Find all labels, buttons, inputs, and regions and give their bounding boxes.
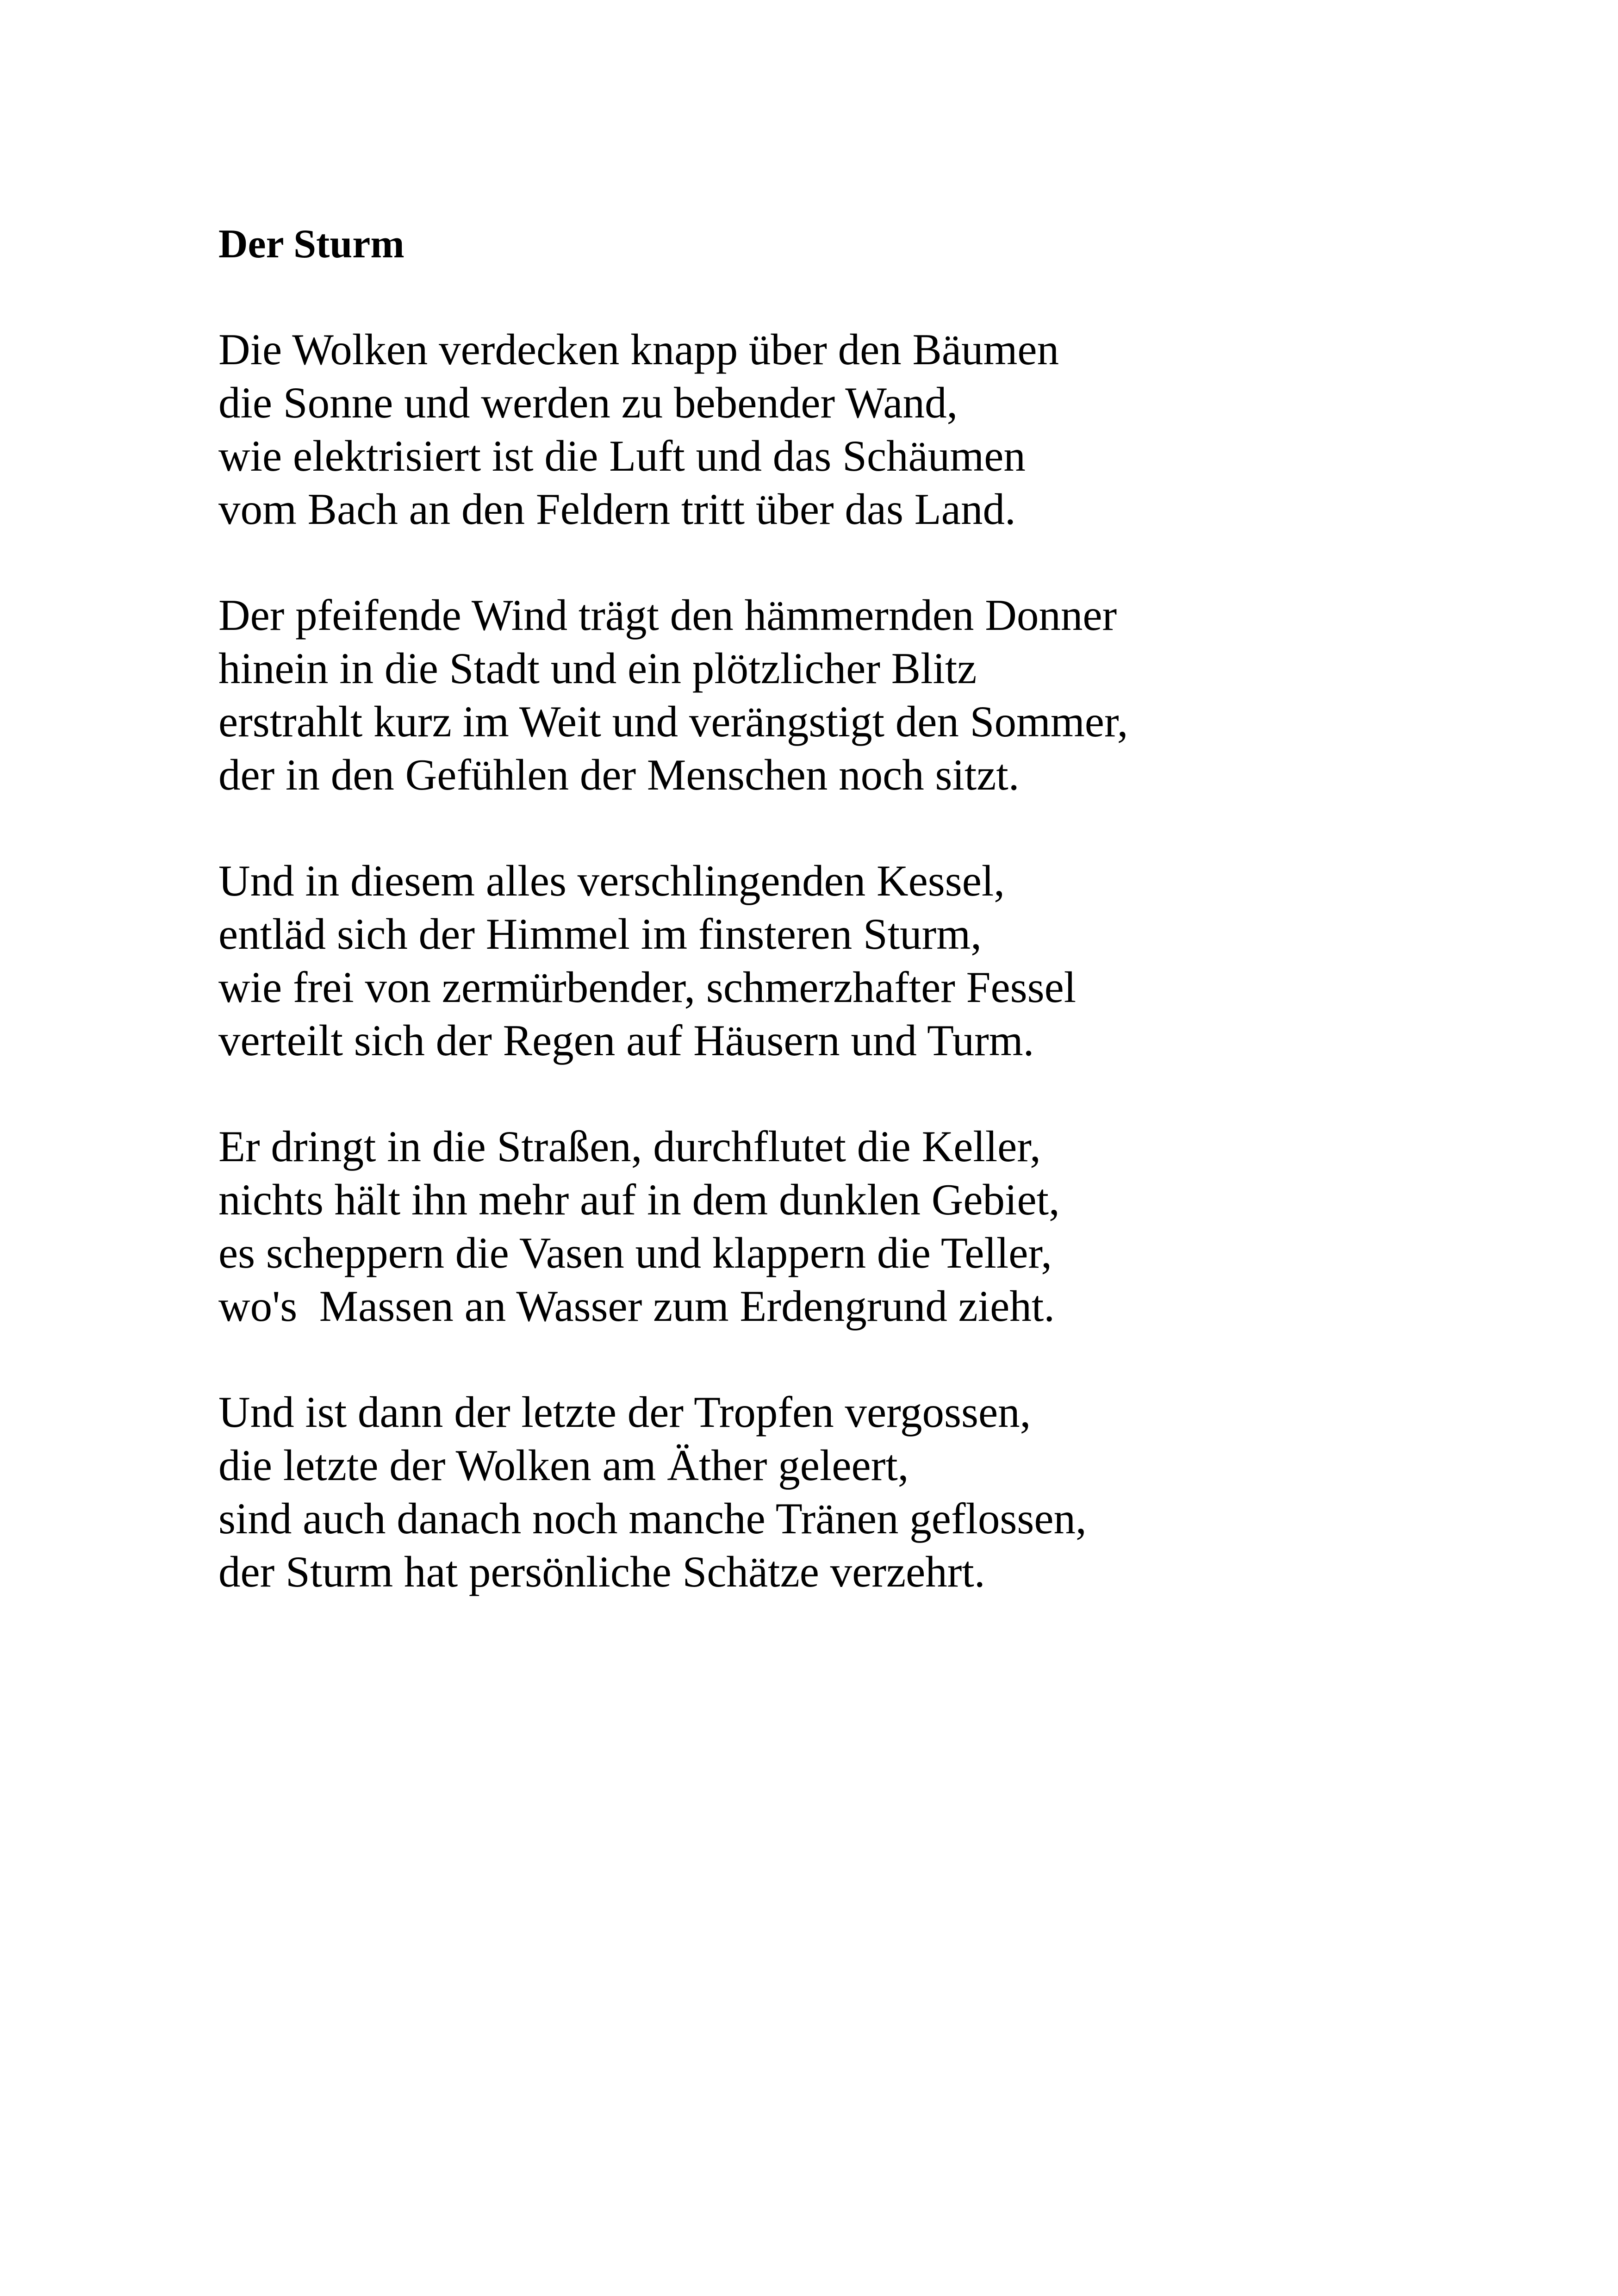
stanza-3	[218, 854, 1468, 1067]
stanza-5	[218, 1386, 1468, 1599]
poem-line: wie frei von zermürbender, schmerzhafter Fessel	[218, 963, 1077, 1012]
poem-line: der Sturm hat persönliche Schätze verzehrt.	[218, 1547, 985, 1596]
poem-line: sind auch danach noch manche Tränen geflossen,	[218, 1494, 1087, 1543]
poem-line: die letzte der Wolken am Äther geleert,	[218, 1441, 909, 1490]
poem-page	[218, 218, 1468, 1651]
poem-line: Und in diesem alles verschlingenden Kessel,	[218, 856, 1005, 905]
poem-line: vom Bach an den Feldern tritt über das Land.	[218, 485, 1016, 534]
poem-line: es scheppern die Vasen und klappern die Teller,	[218, 1228, 1052, 1277]
stanza-1	[218, 323, 1468, 536]
poem-line: hinein in die Stadt und ein plötzlicher Blitz	[218, 644, 977, 693]
poem-line: Und ist dann der letzte der Tropfen vergossen,	[218, 1388, 1031, 1437]
stanza-2	[218, 589, 1468, 802]
poem-line: Die Wolken verdecken knapp über den Bäumen	[218, 325, 1059, 374]
poem-line: nichts hält ihn mehr auf in dem dunklen Gebiet,	[218, 1175, 1060, 1224]
poem-line: erstrahlt kurz im Weit und verängstigt den Sommer,	[218, 697, 1128, 746]
poem-line: wo's Massen an Wasser zum Erdengrund zieht.	[218, 1282, 1055, 1331]
poem-line: wie elektrisiert ist die Luft und das Schäumen	[218, 431, 1026, 480]
poem-line: die Sonne und werden zu bebender Wand,	[218, 378, 958, 427]
poem-line: entläd sich der Himmel im finsteren Sturm,	[218, 909, 982, 958]
stanza-4	[218, 1120, 1468, 1333]
poem-line: der in den Gefühlen der Menschen noch sitzt.	[218, 750, 1020, 799]
poem-line: Er dringt in die Straßen, durchflutet die Keller,	[218, 1122, 1041, 1171]
poem-line: Der pfeifende Wind trägt den hämmernden Donner	[218, 591, 1117, 640]
poem-line: verteilt sich der Regen auf Häusern und Turm.	[218, 1016, 1034, 1065]
poem-title: Der Sturm	[218, 222, 404, 267]
